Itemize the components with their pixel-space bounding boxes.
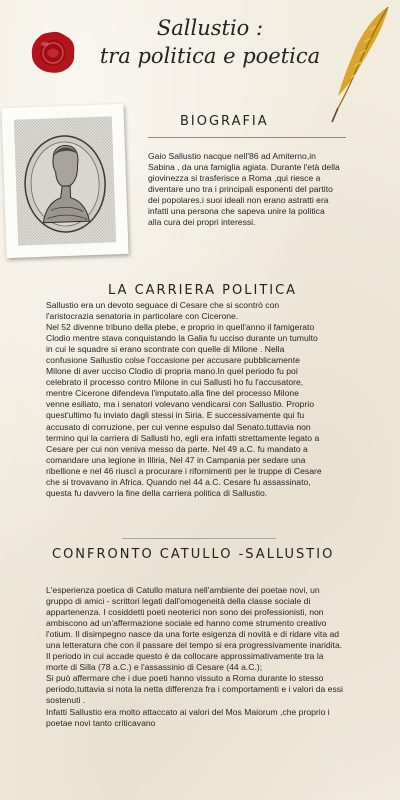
text-line: sostenuti . bbox=[46, 695, 86, 706]
text-line: poetae novi tanto criticavano bbox=[46, 717, 156, 728]
text-line: in cui le squadre si erano scontrate con quelle di Milone . Nella bbox=[46, 344, 285, 355]
text-line: Si può affermare che i due poeti hanno vissuto a Roma durante lo stesso bbox=[46, 673, 324, 684]
text-line: accusato di corruzione, per cui venne espulso dal Senato.tuttavia non bbox=[46, 421, 311, 432]
text-line: una letteratura che con il passare del tempo si era progressivamente inaridita. bbox=[46, 640, 343, 651]
section-divider bbox=[122, 538, 276, 539]
text-line: Gaio Sallustio nacque nell'86 ad Amiterno,in bbox=[148, 151, 316, 161]
text-line: celebrato il processo contro Milone in cui Sallusti ho fu l'accusatore, bbox=[46, 377, 304, 388]
quill-pen-icon bbox=[318, 4, 392, 126]
text-line: Il periodo in cui accade questo è da collocare approssimativamente tra la bbox=[46, 651, 324, 662]
sallust-portrait-icon bbox=[14, 116, 116, 245]
text-line: dei popolares.i suoi ideali non erano astratti era bbox=[148, 195, 329, 206]
text-line: l'otium. Il disimpegno nasce da una forte esigenza di novità e di ridare vita ad bbox=[46, 629, 340, 640]
text-line: che si trovavano in Africa. Quando nel 44 a.C. Cesare fu assassinato, bbox=[46, 476, 311, 487]
text-line: appartenenza. I cosiddetti poeti neoterici non sono dei professionisti, non bbox=[46, 607, 324, 618]
text-line: Infatti Sallustio era molto attaccato ai valori del Mos Maiorum ,che proprio i bbox=[46, 706, 330, 717]
biografia-text bbox=[148, 151, 340, 228]
text-line: l'aristocrazia senatoria in particolare con Cicerone. bbox=[46, 311, 239, 322]
carriera-heading: LA CARRIERA POLITICA bbox=[108, 283, 298, 298]
confronto-text bbox=[46, 585, 343, 729]
text-line: quest'ultimo fu inviato dagli stessi in Siria. E successivamente qui fu bbox=[46, 410, 305, 421]
text-line: diventare uno tra i principali esponenti del partito bbox=[148, 184, 333, 195]
biografia-heading: BIOGRAFIA bbox=[180, 114, 269, 129]
portrait-frame bbox=[1, 104, 128, 258]
text-line: termino qui la carriera di Sallusti ho, egli era infatti strettamente legato a bbox=[46, 432, 320, 443]
confronto-heading: CONFRONTO CATULLO -SALLUSTIO bbox=[52, 547, 335, 562]
text-line: L'esperienza poetica di Catullo matura nell'ambiente dei poetae novi, un bbox=[46, 585, 320, 595]
text-line: confusione Sallustio colse l'occasione per accusare pubblicamente bbox=[46, 355, 300, 366]
text-line: Nel 52 divenne tribuno della plebe, e proprio in quell'anno il famigerato bbox=[46, 322, 315, 333]
text-line: venne esiliato, ma i senatori volevano vendicarsi con Sallustio. Proprio bbox=[46, 399, 314, 410]
page-title bbox=[60, 14, 360, 70]
text-line: ambiscono ad un'affermazione sociale ed hanno come strumento creativo bbox=[46, 618, 327, 629]
text-line: Clodio mentre stava conquistando la Galia fu ucciso durante un tumulto bbox=[46, 333, 318, 344]
text-line: Cesare per cui non veniva messo da parte. Nel 49 a.C. fu mandato a bbox=[46, 443, 308, 454]
wax-seal-icon bbox=[30, 30, 76, 74]
title-line-1: Sallustio : bbox=[156, 16, 264, 40]
text-line: alla cura dei propri interessi. bbox=[148, 217, 256, 228]
text-line: Sabina , da una famiglia agiata. Durante l'età della bbox=[148, 162, 340, 173]
text-line: ribellione e nel 46 riuscì a procurare i rifornimenti per le truppe di Cesare bbox=[46, 465, 322, 476]
text-line: periodo,tuttavia si nota la netta differenza fra i comportamenti e i valori da essi bbox=[46, 684, 343, 695]
text-line: infatti una persona che sapeva unire la politica bbox=[148, 206, 325, 217]
text-line: giovinezza si trasferisce a Roma ,qui riesce a bbox=[148, 173, 321, 184]
carriera-text bbox=[46, 300, 322, 499]
text-line: comandare una legione in Illiria, Nel 47 in Campania per sedare una bbox=[46, 454, 306, 465]
text-line: morte di Silla (78 a.C.) e l'assassinio di Cesare (44 a.C.); bbox=[46, 662, 263, 673]
text-line: Milone di aver ucciso Clodio di propria mano.In quel periodo fu poi bbox=[46, 366, 298, 377]
text-line: mentre Cicerone difendeva l'imputato.alla fine del processo Milone bbox=[46, 388, 299, 399]
biografia-divider bbox=[148, 137, 346, 138]
text-line: Sallustio era un devoto seguace di Cesare che si scontrò con bbox=[46, 300, 280, 310]
text-line: gruppo di amici - scrittori legati dall'omogeneità della classe sociale di bbox=[46, 596, 311, 607]
title-line-2: tra politica e poetica bbox=[99, 44, 321, 68]
text-line: questa fu davvero la fine della carriera politica di Sallustio. bbox=[46, 487, 268, 498]
